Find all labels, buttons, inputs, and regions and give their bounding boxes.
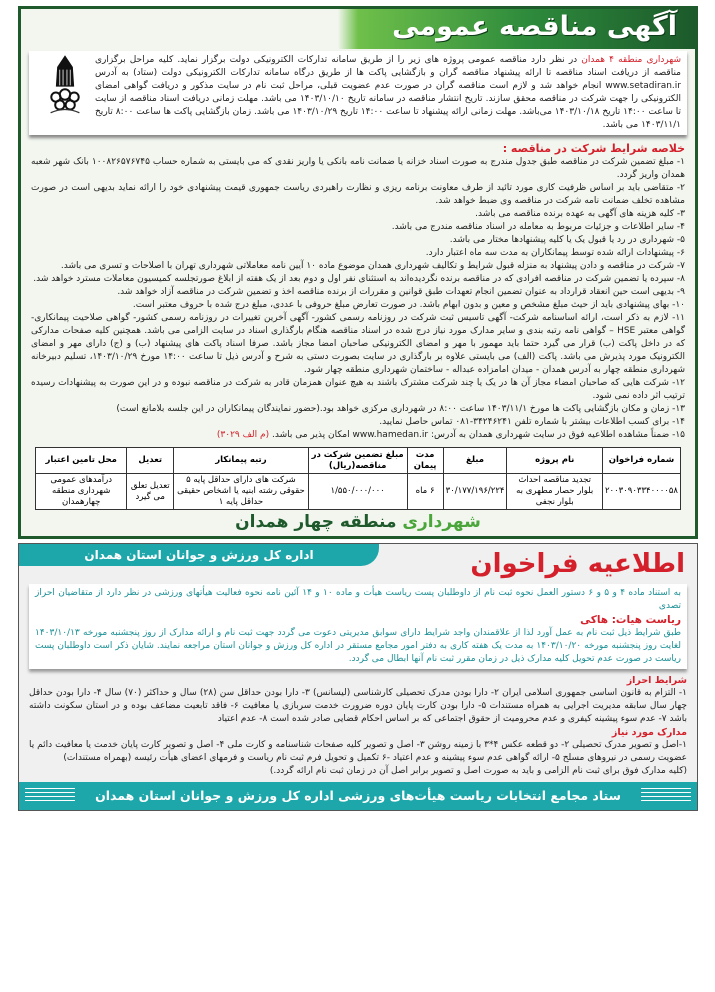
ad-title: آگهی مناقصه عمومی [392,11,677,42]
table-cell: ۳۰/۱۷۷/۱۹۶/۲۲۴ [443,474,507,510]
ad2-footer: ستاد مجامع انتخابات ریاست هیأت‌های ورزشی اداره کل ورزش و جوانان استان همدان [19,782,697,810]
ad2-intro: به استناد ماده ۴ و ۵ و ۶ دستور العمل نحوه ثبت نام از داوطلبان پست ریاست هیأت و ماده ۱۰ و ۱۴ آئین نامه نحوه فعالیت هیأتهای ورزشی در نظر دارد از متقاضیان احراز تصدی [35,588,681,611]
intro-text: در نظر دارد مناقصه عمومی پروژه های زیر را از طریق سامانه تدارکات الکترونیکی دولت برگزار نماید. کلیه مراحل برگزاری مناقصه از دریافت اسناد مناقصه تا ارائه پیشنهاد مناقصه گران و بازگشایی پاکت ها از طریق درگاه سامانه تدارکات الکترونیکی دولت (ستاد) به آدرس www.setadiran.ir انجام خواهد شد و لازم است مناقصه گران در صورت عدم عضویت قبلی، مراحل ثبت نام در سایت مذکور و دریافت گواهی امضای الکترونیکی را جهت شرکت در مناقصه محقق سازند. تاریخ انتشار مناقصه در سامانه تاریخ ۱۴۰۳/۱۰/۱۰ می باشد. مهلت زمانی دریافت اسناد مناقصه از سایت تا ساعت ۱۴:۰۰ تاریخ ۱۴۰۳/۱۰/۱۸ می‌باشد. مهلت زمانی ارائه پیشنهاد تا ساعت ۱۴:۰۰ تاریخ ۱۴۰۳/۱۰/۲۹ می باشد. زمان بازگشایی پاکت ها ساعت ۸:۰۰ تاریخ ۱۴۰۳/۱۱/۱ می باشد. [95,55,681,130]
docs-note: (کلیه مدارک فوق برای ثبت نام الزامی و باید به صورت اصل و تصویر برابر اصل آن در زمان ثبت نام ارائه گردد.) [269,766,687,776]
condition-item: ۳- کلیه هزینه های آگهی به عهده برنده مناقصه می باشد. [475,209,685,219]
condition-item: ۹- بدیهی است حین انعقاد قرارداد به عنوان تضمین انجام تعهدات طبق قوانین و مقررات از برنده مناقصه اخذ و تضمین شرکت در مناقصه آزاد خواهد شد. [117,287,685,297]
conditions-title: خلاصه شرایط شرکت در مناقصه : [502,142,685,155]
ad-code: (م الف ۳۰۲۹) [216,430,270,440]
ad2-body: طبق شرایط ذیل ثبت نام به عمل آورد لذا از علاقمندان واجد شرایط دارای سوابق مدیریتی دعوت می گردد جهت ثبت نام و ارائه مدارک از روز پنجشنبه مورخه ۱۴۰۳/۱۰/۱۳ لغایت روز پنجشنبه مورخه ۱۴۰۳/۱۰/۲۰ به مدت یک هفته کاری به دفتر امور مجامع مستقر در اداره کل ورزش و جوانان استان مراجعه نمایند. شایان ذکر است داوطلبان پست ریاست در صورت عدم تحویل کلیه مدارک ذیل در زمان مقرر ثبت نام آنها ابطال می گردد. [35,628,682,664]
table-cell: ۶ ماه [407,474,443,510]
footer-part-b: منطقه چهار همدان [235,512,397,532]
requirements-section [29,674,687,778]
ad2-intro-box [29,584,687,669]
municipality-logo-icon [39,54,91,118]
condition-item: ۱۱- لازم به ذکر است، ارائه اساسنامه شرکت- آگهی تاسیس ثبت شرکت در روزنامه رسمی کشور- آگهی آخرین تغییرات در روزنامه رسمی کشور- گواهی صلاحیت پیمانکاری- گواهی معتبر HSE – گواهی نامه رتبه بندی و سایر مدارک مورد نیاز درج شده در اسناد مناقصه هنگام بارگذاری اسناد در سایت الزامی می باشد. همچنین کلیه صفحات مدارکی که در داخل پاکت (ب) قرار می گیرد حتما باید مهمور با مهر و امضای الکترونیکی صاحبان امضا مجاز باشد. صرفا اسناد پاکت های پیشنهاد (ب) و (ج) دارای مهر و امضای الکترونیک مورد پذیرش می باشد. پاکت (الف) می بایستی علاوه بر بارگذاری در سایت بصورت دستی به شرح و آدرس ذیل تا ساعت ۱۴:۰۰ مورخ ۱۴۰۳/۱۰/۲۹، تسلیم دبیرخانه شهرداری منطقه چهار به آدرس همدان - میدان امامزاده عبداله - ساختمان شهرداری منطقه چهار شود. [31,313,685,375]
item15-text: ۱۵- ضمناً مشاهده اطلاعیه فوق در سایت شهرداری همدان به آدرس: www.hamedan.ir امکان پذیر می باشد. [272,430,685,440]
ad2-heading: ریاست هیات: هاکی [580,614,681,626]
column-header: مدت پیمان [407,448,443,474]
table-cell: تجدید مناقصه احداث بلوار حصار مطهری به بلوار نجفی [507,474,603,510]
footer-part-a: شهرداری [396,512,481,532]
table-cell: ۱/۵۵۰/۰۰۰/۰۰۰ [308,474,407,510]
ad2-subtitle: اداره کل ورزش و جوانان استان همدان [19,544,379,566]
call-ad [18,543,698,811]
docs-text: ۱-اصل و تصویر مدرک تحصیلی ۲- دو قطعه عکس ۴*۳ با زمینه روشن ۳- اصل و تصویر کلیه صفحات شناسنامه و کارت ملی ۴- اصل و تصویر کارت پایان خدمت یا معافیت دائم یا عضویت رسمی در نیروهای مسلح ۵- ارائه گواهی عدم سوء پیشینه و عدم اعتیاد -۶ تکمیل و تحویل فرم ثبت نام ریاست و فرمهای اعضای هیأت رئیسه (بهمراه مستندات) [29,740,687,763]
req-text: ۱- التزام به قانون اساسی جمهوری اسلامی ایران ۲- دارا بودن مدرک تحصیلی کارشناسی (لیسانس) ۳- دارا بودن حداقل سن (۲۸) سال و حداکثر (۷۰) سال ۴- دارا بودن حداقل چهار سال سابقه مدیریت اجرایی به همراه مستندات ۵- دارا بودن کارت پایان دوره ضرورت خدمت سربازی یا معافیت ۶- فاقد تابعیت مضاعف بوده و در استان سکونت داشته باشد ۷- عدم سوء پیشینه کیفری و عدم محرومیت از حقوق اجتماعی که بر اساس احکام قضایی صادر شده است ۸- عدم اعتیاد [29,688,687,724]
column-header: محل تامین اعتبار [36,448,127,474]
table-row [36,474,681,510]
municipality-footer [21,510,695,534]
table-cell: ۲۰۰۳۰۹۰۳۳۴۰۰۰۰۵۸ [602,474,680,510]
column-header: نام پروژه [507,448,603,474]
column-header: رتبه پیمانکار [174,448,309,474]
table-cell: شرکت های دارای حداقل پایه ۵ حقوقی رشته ابنیه یا اشخاص حقیقی حداقل پایه ۱ [174,474,309,510]
tender-table [35,447,681,510]
condition-item: ۱۴- برای کسب اطلاعات بیشتر با شماره تلفن ۳۴۲۴۶۲۴۱-۰۸۱ تماس حاصل نمایید. [379,417,685,427]
org-name: شهرداری منطقه ۴ همدان [581,55,681,65]
condition-item: ۸- سپرده یا تضمین شرکت در مناقصه افرادی که در مناقصه برنده نگردیده‌اند به استثنای نفر اول و دوم بعد از یک هفته از ابلاغ صورتجلسه کمیسیون معاملات مسترد خواهد شد. [33,274,685,284]
title-banner [21,9,695,49]
condition-item: ۱- مبلغ تضمین شرکت در مناقصه طبق جدول مندرج به صورت اسناد خزانه یا ضمانت نامه بانکی یا واریز نقدی که می بایستی به شماره حساب ۱۰۰۸۲۶۵۷۶۷۴۵ بانک شهر شعبه همدان واریز گردد. [31,157,686,180]
table-cell: تعدیل تعلق می گیرد [127,474,174,510]
condition-item: ۷- شرکت در مناقصه و دادن پیشنهاد به منزله قبول شرایط و تکالیف شهرداری همدان موضوع ماده ۱۰ آیین نامه معاملاتی شهرداری تهران با اصلاحات و تسری می باشد. [60,261,685,271]
column-header: تعدیل [127,448,174,474]
condition-item: ۱۲- شرکت هایی که صاحبان امضاء مجاز آن ها در یک یا چند شرکت مشترک باشند به هیچ عنوان همزمان قادر به شرکت در مناقصه نبوده و در این صورت به پیشنهادات رسیده ترتیب اثر داده نمی شود. [31,378,685,401]
condition-item: ۶- پیشنهادات ارائه شده توسط پیمانکاران به مدت سه ماه اعتبار دارد. [425,248,685,258]
condition-item: ۵- شهرداری در رد یا قبول یک یا کلیه پیشنهادها مختار می باشد. [449,235,685,245]
table-cell: درآمدهای عمومی شهرداری منطقه چهارهمدان [36,474,127,510]
condition-item-15 [31,429,685,442]
ad2-title: اطلاعیه فراخوان [470,549,685,579]
conditions-section [31,141,685,442]
intro-paragraph [29,51,687,135]
column-header: مبلغ [443,448,507,474]
req-title: شرایط احراز [626,675,687,686]
condition-item: ۴- سایر اطلاعات و جزئیات مربوط به معامله در اسناد مناقصه مندرج می باشد. [391,222,685,232]
column-header: مبلغ تضمین شرکت در مناقصه(ریال) [308,448,407,474]
condition-item: ۱۳- زمان و مکان بازگشایی پاکت ها مورخ ۱۴۰۳/۱۱/۱ ساعت ۸:۰۰ در شهرداری مرکزی خواهد بود.(حضور نمایندگان پیمانکاران در این جلسه بلامانع است) [116,404,685,414]
docs-title: مدارک مورد نیاز [611,727,687,738]
condition-item: ۱۰- بهای پیشنهادی باید از حیث مبلغ مشخص و معین و بدون ابهام باشد. در صورت تعارض مبلغ حروفی با عددی، مبلغ درج شده با حروف معتبر است. [132,300,685,310]
tender-ad [18,6,698,539]
condition-item: ۲- متقاضی باید بر اساس ظرفیت کاری مورد تائید از طرف معاونت برنامه ریزی و نظارت راهبردی ریاست جمهوری قیمت پیشنهادی خود را ارائه نماید بدیهی است در صورت مشاهده تخلف ضمانت نامه شرکت در مناقصه وی ضبط خواهد شد. [31,183,685,206]
column-header: شماره فراخوان [602,448,680,474]
